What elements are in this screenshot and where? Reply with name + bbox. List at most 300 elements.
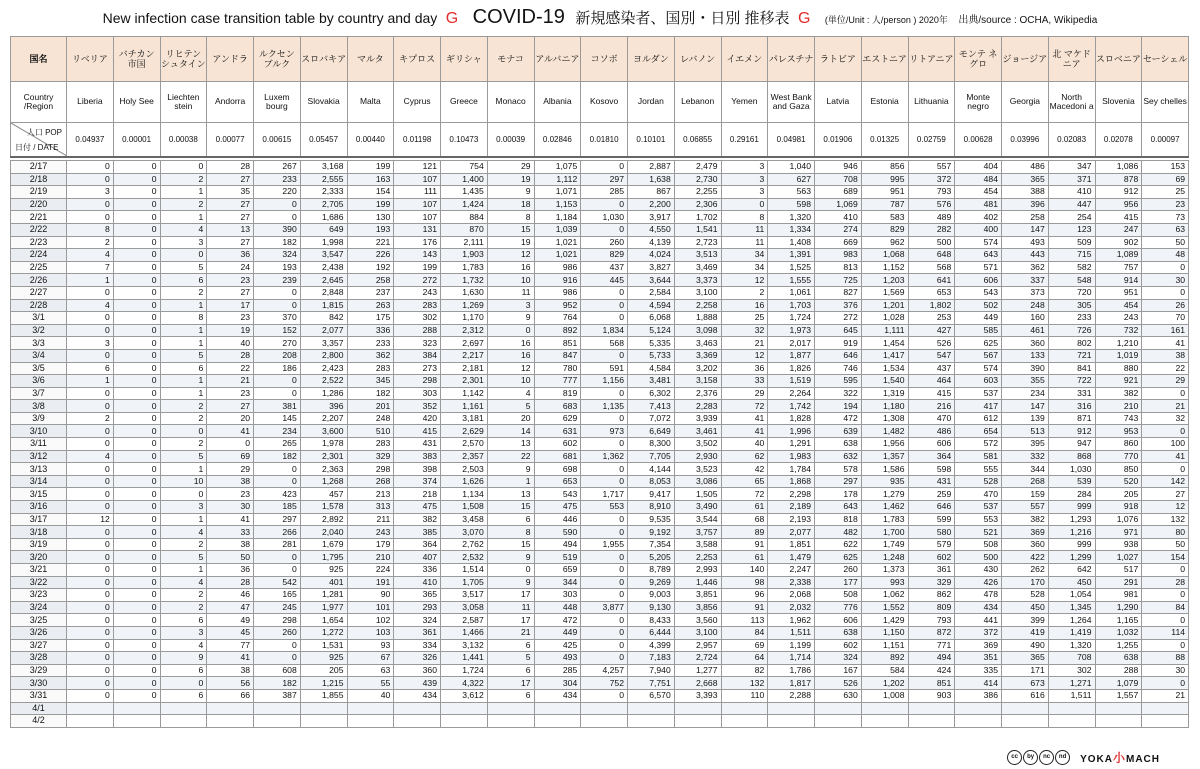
value-cell: 746 xyxy=(815,362,862,375)
value-cell: 248 xyxy=(1002,299,1049,312)
value-cell: 10 xyxy=(487,375,534,388)
value-cell: 0 xyxy=(67,349,114,362)
value-cell: 2,298 xyxy=(768,488,815,501)
value-cell: 1,152 xyxy=(861,261,908,274)
value-cell: 3,463 xyxy=(674,337,721,350)
value-cell xyxy=(1142,715,1189,728)
value-cell: 715 xyxy=(1048,249,1095,262)
value-cell: 850 xyxy=(1095,463,1142,476)
value-cell: 32 xyxy=(721,324,768,337)
value-cell: 33 xyxy=(207,526,254,539)
value-cell: 1,201 xyxy=(861,299,908,312)
value-cell: 591 xyxy=(581,362,628,375)
value-cell: 1 xyxy=(160,463,207,476)
value-cell: 951 xyxy=(861,186,908,199)
value-cell: 627 xyxy=(768,173,815,186)
value-cell: 1,156 xyxy=(581,375,628,388)
value-cell: 123 xyxy=(1048,223,1095,236)
value-cell xyxy=(394,702,441,715)
value-cell xyxy=(534,702,581,715)
value-cell: 1,293 xyxy=(1048,513,1095,526)
value-cell: 2,032 xyxy=(768,601,815,614)
value-cell: 1,271 xyxy=(1048,677,1095,690)
value-cell: 233 xyxy=(1048,312,1095,325)
title-japanese: 新規感染者、国別・日別 推移表 xyxy=(575,10,790,27)
date-cell: 2/25 xyxy=(11,261,67,274)
value-cell: 422 xyxy=(1002,551,1049,564)
value-cell: 390 xyxy=(1002,362,1049,375)
value-cell: 0 xyxy=(113,564,160,577)
country-name-jp: モナコ xyxy=(487,37,534,82)
value-cell: 337 xyxy=(1002,274,1049,287)
value-cell: 1,834 xyxy=(581,324,628,337)
value-cell: 6 xyxy=(160,689,207,702)
value-cell: 819 xyxy=(534,387,581,400)
value-cell: 415 xyxy=(1095,211,1142,224)
country-name-en: Malta xyxy=(347,82,394,123)
value-cell: 1 xyxy=(160,186,207,199)
value-cell: 454 xyxy=(1095,299,1142,312)
value-cell: 0 xyxy=(581,438,628,451)
population-cell: 0.10473 xyxy=(441,123,488,158)
value-cell: 30 xyxy=(207,501,254,514)
value-cell: 1,272 xyxy=(300,626,347,639)
date-cell: 3/9 xyxy=(11,412,67,425)
value-cell: 470 xyxy=(955,488,1002,501)
value-cell: 1,446 xyxy=(674,576,721,589)
value-cell: 653 xyxy=(908,286,955,299)
value-cell: 638 xyxy=(1095,652,1142,665)
value-cell: 639 xyxy=(815,425,862,438)
value-cell: 3,373 xyxy=(674,274,721,287)
country-name-en: Cyprus xyxy=(394,82,441,123)
table-row xyxy=(11,362,1189,375)
population-cell: 0.02083 xyxy=(1048,123,1095,158)
value-cell: 221 xyxy=(347,236,394,249)
value-cell: 1,400 xyxy=(441,173,488,186)
value-cell: 1,408 xyxy=(768,236,815,249)
value-cell xyxy=(394,715,441,728)
value-cell: 5 xyxy=(487,652,534,665)
value-cell: 3 xyxy=(721,161,768,174)
value-cell: 298 xyxy=(347,463,394,476)
value-cell: 606 xyxy=(908,438,955,451)
value-cell xyxy=(581,715,628,728)
value-cell: 1,111 xyxy=(861,324,908,337)
table-row xyxy=(11,299,1189,312)
value-cell: 494 xyxy=(908,652,955,665)
value-cell: 7,354 xyxy=(628,538,675,551)
value-cell: 0 xyxy=(160,161,207,174)
value-cell: 1,855 xyxy=(300,689,347,702)
value-cell: 382 xyxy=(394,513,441,526)
value-cell: 139 xyxy=(1002,412,1049,425)
value-cell: 0 xyxy=(113,551,160,564)
value-cell: 14 xyxy=(487,425,534,438)
value-cell: 3,357 xyxy=(300,337,347,350)
value-cell: 542 xyxy=(254,576,301,589)
table-row xyxy=(11,501,1189,514)
value-cell: 2 xyxy=(160,173,207,186)
value-cell: 2,800 xyxy=(300,349,347,362)
value-cell: 334 xyxy=(394,639,441,652)
value-cell: 0 xyxy=(113,312,160,325)
country-name-en: Yemen xyxy=(721,82,768,123)
value-cell: 625 xyxy=(955,337,1002,350)
value-cell: 0 xyxy=(67,387,114,400)
value-cell: 1,998 xyxy=(300,236,347,249)
value-cell: 622 xyxy=(815,538,862,551)
value-cell: 0 xyxy=(113,475,160,488)
value-cell: 0 xyxy=(207,438,254,451)
value-cell: 1,345 xyxy=(1048,601,1095,614)
table-row xyxy=(11,576,1189,589)
date-cell: 3/4 xyxy=(11,349,67,362)
value-cell: 2,017 xyxy=(768,337,815,350)
value-cell: 434 xyxy=(394,689,441,702)
population-cell: 0.05457 xyxy=(300,123,347,158)
cc-nd-icon: nd xyxy=(1055,750,1070,765)
country-name-en: Lithuania xyxy=(908,82,955,123)
value-cell: 1,089 xyxy=(1095,249,1142,262)
value-cell: 981 xyxy=(1095,589,1142,602)
value-cell: 36 xyxy=(207,564,254,577)
table-row xyxy=(11,223,1189,236)
country-name-en: Lebanon xyxy=(674,82,721,123)
value-cell: 2 xyxy=(721,286,768,299)
title-g-mark-2: G xyxy=(797,10,811,27)
value-cell: 3,588 xyxy=(674,538,721,551)
value-cell: 38 xyxy=(207,538,254,551)
value-cell: 0 xyxy=(581,564,628,577)
value-cell: 281 xyxy=(254,538,301,551)
value-cell: 537 xyxy=(955,501,1002,514)
value-cell: 0 xyxy=(113,211,160,224)
value-cell: 517 xyxy=(1095,564,1142,577)
value-cell: 0 xyxy=(67,614,114,627)
value-cell: 870 xyxy=(441,223,488,236)
value-cell: 0 xyxy=(113,274,160,287)
value-cell: 0 xyxy=(254,551,301,564)
value-cell: 818 xyxy=(815,513,862,526)
value-cell: 1,868 xyxy=(768,475,815,488)
country-name-en: Liechten stein xyxy=(160,82,207,123)
value-cell: 41 xyxy=(1142,337,1189,350)
value-cell: 1,268 xyxy=(300,475,347,488)
value-cell: 743 xyxy=(1095,412,1142,425)
value-cell: 3,856 xyxy=(674,601,721,614)
value-cell: 673 xyxy=(1002,677,1049,690)
population-cell: 0.00097 xyxy=(1142,123,1189,158)
value-cell: 285 xyxy=(581,186,628,199)
value-cell xyxy=(347,702,394,715)
value-cell xyxy=(67,702,114,715)
value-cell: 140 xyxy=(721,564,768,577)
value-cell: 0 xyxy=(113,249,160,262)
value-cell: 2,555 xyxy=(300,173,347,186)
value-cell: 851 xyxy=(908,677,955,690)
value-cell: 303 xyxy=(394,387,441,400)
value-cell: 0 xyxy=(67,173,114,186)
value-cell xyxy=(207,702,254,715)
value-cell: 1,978 xyxy=(300,438,347,451)
value-cell: 643 xyxy=(955,249,1002,262)
value-cell: 475 xyxy=(534,501,581,514)
country-name-header-jp: 国名 xyxy=(11,37,67,82)
value-cell: 802 xyxy=(1048,337,1095,350)
value-cell: 63 xyxy=(1142,223,1189,236)
value-cell: 971 xyxy=(1095,526,1142,539)
value-cell: 770 xyxy=(1095,450,1142,463)
value-cell: 0 xyxy=(113,412,160,425)
value-cell: 0 xyxy=(254,211,301,224)
value-cell: 1,202 xyxy=(861,677,908,690)
value-cell xyxy=(815,702,862,715)
value-cell: 2,629 xyxy=(441,425,488,438)
value-cell: 862 xyxy=(908,589,955,602)
value-cell: 22 xyxy=(207,362,254,375)
value-cell: 205 xyxy=(1095,488,1142,501)
footer xyxy=(1007,749,1160,765)
value-cell: 1,482 xyxy=(861,425,908,438)
value-cell: 500 xyxy=(955,551,1002,564)
population-cell: 0.00440 xyxy=(347,123,394,158)
value-cell: 50 xyxy=(207,551,254,564)
value-cell: 0 xyxy=(67,463,114,476)
value-cell: 383 xyxy=(394,450,441,463)
value-cell xyxy=(113,702,160,715)
value-cell: 1 xyxy=(67,375,114,388)
country-name-en: Sey chelles xyxy=(1142,82,1189,123)
value-cell: 2,077 xyxy=(768,526,815,539)
value-cell: 210 xyxy=(1095,400,1142,413)
value-cell: 683 xyxy=(534,400,581,413)
value-cell: 4 xyxy=(67,299,114,312)
population-cell: 0.00039 xyxy=(487,123,534,158)
value-cell: 1,441 xyxy=(441,652,488,665)
value-cell: 574 xyxy=(955,236,1002,249)
population-cell: 0.03996 xyxy=(1002,123,1049,158)
table-row xyxy=(11,614,1189,627)
value-cell: 3,369 xyxy=(674,349,721,362)
value-cell: 11 xyxy=(721,223,768,236)
value-cell: 258 xyxy=(347,274,394,287)
pop-label: 人口 POP xyxy=(26,128,62,137)
value-cell: 2 xyxy=(67,236,114,249)
table-row xyxy=(11,286,1189,299)
value-cell: 41 xyxy=(207,425,254,438)
value-cell: 1,028 xyxy=(861,312,908,325)
table-row xyxy=(11,526,1189,539)
value-cell: 0 xyxy=(581,652,628,665)
value-cell: 233 xyxy=(254,173,301,186)
value-cell: 12 xyxy=(1142,501,1189,514)
value-cell: 578 xyxy=(815,463,862,476)
value-cell: 4,144 xyxy=(628,463,675,476)
country-name-jp: パレスチナ xyxy=(768,37,815,82)
value-cell: 11 xyxy=(487,286,534,299)
value-cell: 2,207 xyxy=(300,412,347,425)
value-cell: 5,335 xyxy=(628,337,675,350)
value-cell xyxy=(160,715,207,728)
value-cell xyxy=(955,702,1002,715)
value-cell: 226 xyxy=(347,249,394,262)
value-cell: 871 xyxy=(1048,412,1095,425)
value-cell: 912 xyxy=(1095,186,1142,199)
value-cell: 1,417 xyxy=(861,349,908,362)
value-cell: 3 xyxy=(160,236,207,249)
date-cell: 3/21 xyxy=(11,564,67,577)
value-cell: 101 xyxy=(347,601,394,614)
value-cell: 131 xyxy=(394,223,441,236)
value-cell: 3,158 xyxy=(674,375,721,388)
value-cell: 49 xyxy=(207,614,254,627)
value-cell: 260 xyxy=(581,236,628,249)
table-row xyxy=(11,375,1189,388)
value-cell: 430 xyxy=(955,564,1002,577)
pop-date-corner xyxy=(11,123,67,158)
table-row xyxy=(11,626,1189,639)
population-cell: 0.01906 xyxy=(815,123,862,158)
value-cell: 3,461 xyxy=(674,425,721,438)
value-cell: 757 xyxy=(1095,261,1142,274)
value-cell: 26 xyxy=(1142,299,1189,312)
value-cell: 1,654 xyxy=(300,614,347,627)
value-cell: 1,569 xyxy=(861,286,908,299)
population-cell: 0.02078 xyxy=(1095,123,1142,158)
value-cell: 201 xyxy=(347,400,394,413)
value-cell: 632 xyxy=(815,450,862,463)
value-cell: 0 xyxy=(581,387,628,400)
value-cell: 602 xyxy=(815,639,862,652)
value-cell: 0 xyxy=(581,689,628,702)
value-cell: 0 xyxy=(581,626,628,639)
value-cell: 258 xyxy=(1002,211,1049,224)
value-cell: 331 xyxy=(1048,387,1095,400)
value-cell: 568 xyxy=(581,337,628,350)
population-cell: 0.00001 xyxy=(113,123,160,158)
value-cell: 6,649 xyxy=(628,425,675,438)
value-cell: 93 xyxy=(347,639,394,652)
value-cell xyxy=(160,702,207,715)
value-cell: 4,594 xyxy=(628,299,675,312)
table-row xyxy=(11,324,1189,337)
value-cell: 6 xyxy=(487,639,534,652)
value-cell: 23 xyxy=(207,387,254,400)
value-cell: 0 xyxy=(113,299,160,312)
value-cell: 0 xyxy=(254,198,301,211)
value-cell xyxy=(721,715,768,728)
value-cell: 4,024 xyxy=(628,249,675,262)
value-cell: 153 xyxy=(1142,161,1189,174)
value-cell: 398 xyxy=(394,463,441,476)
value-cell: 0 xyxy=(113,689,160,702)
value-cell: 8,433 xyxy=(628,614,675,627)
value-cell: 590 xyxy=(534,526,581,539)
value-cell: 0 xyxy=(487,564,534,577)
value-cell: 478 xyxy=(955,589,1002,602)
value-cell: 629 xyxy=(534,412,581,425)
value-cell: 0 xyxy=(113,400,160,413)
value-cell: 9 xyxy=(487,576,534,589)
value-cell: 2,312 xyxy=(441,324,488,337)
value-cell: 986 xyxy=(534,286,581,299)
value-cell: 448 xyxy=(534,601,581,614)
value-cell xyxy=(768,715,815,728)
country-name-jp: レバノン xyxy=(674,37,721,82)
value-cell: 29 xyxy=(721,387,768,400)
value-cell: 182 xyxy=(254,677,301,690)
value-cell: 481 xyxy=(955,198,1002,211)
value-cell: 0 xyxy=(67,526,114,539)
value-cell: 38 xyxy=(207,664,254,677)
value-cell: 297 xyxy=(815,475,862,488)
value-cell: 502 xyxy=(955,299,1002,312)
value-cell: 399 xyxy=(1002,614,1049,627)
value-cell: 851 xyxy=(534,337,581,350)
value-cell: 892 xyxy=(861,652,908,665)
value-cell: 0 xyxy=(113,198,160,211)
value-cell: 0 xyxy=(581,463,628,476)
value-cell: 1,703 xyxy=(768,299,815,312)
value-cell: 0 xyxy=(67,438,114,451)
value-cell: 1,061 xyxy=(768,286,815,299)
value-cell: 352 xyxy=(394,400,441,413)
value-cell: 1,069 xyxy=(815,198,862,211)
value-cell: 867 xyxy=(628,186,675,199)
table-row xyxy=(11,677,1189,690)
country-name-en: Monte negro xyxy=(955,82,1002,123)
value-cell: 643 xyxy=(815,501,862,514)
value-cell xyxy=(674,715,721,728)
value-cell: 434 xyxy=(534,689,581,702)
table-row xyxy=(11,639,1189,652)
value-cell: 347 xyxy=(1048,161,1095,174)
value-cell: 84 xyxy=(1142,601,1189,614)
value-cell: 24 xyxy=(207,261,254,274)
value-cell: 454 xyxy=(955,186,1002,199)
value-cell: 962 xyxy=(861,236,908,249)
value-cell: 1,557 xyxy=(1095,689,1142,702)
value-cell: 1,505 xyxy=(674,488,721,501)
country-region-header: Country /Region xyxy=(11,82,67,123)
value-cell: 1,555 xyxy=(768,274,815,287)
value-cell: 69 xyxy=(1142,173,1189,186)
value-cell: 23 xyxy=(207,488,254,501)
value-cell: 599 xyxy=(908,513,955,526)
value-cell: 145 xyxy=(254,412,301,425)
value-cell: 170 xyxy=(1002,576,1049,589)
value-cell: 234 xyxy=(254,425,301,438)
value-cell: 1 xyxy=(160,387,207,400)
table-row xyxy=(11,715,1189,728)
value-cell: 23 xyxy=(207,274,254,287)
value-cell: 0 xyxy=(67,198,114,211)
value-cell xyxy=(1048,702,1095,715)
value-cell: 260 xyxy=(254,626,301,639)
value-cell: 4 xyxy=(160,576,207,589)
value-cell: 2,762 xyxy=(441,538,488,551)
value-cell: 3 xyxy=(721,173,768,186)
value-cell: 0 xyxy=(581,526,628,539)
value-cell: 89 xyxy=(721,526,768,539)
table-row xyxy=(11,601,1189,614)
value-cell: 293 xyxy=(394,601,441,614)
value-cell: 100 xyxy=(1142,438,1189,451)
value-cell: 260 xyxy=(815,564,862,577)
value-cell: 46 xyxy=(207,589,254,602)
value-cell: 107 xyxy=(394,173,441,186)
